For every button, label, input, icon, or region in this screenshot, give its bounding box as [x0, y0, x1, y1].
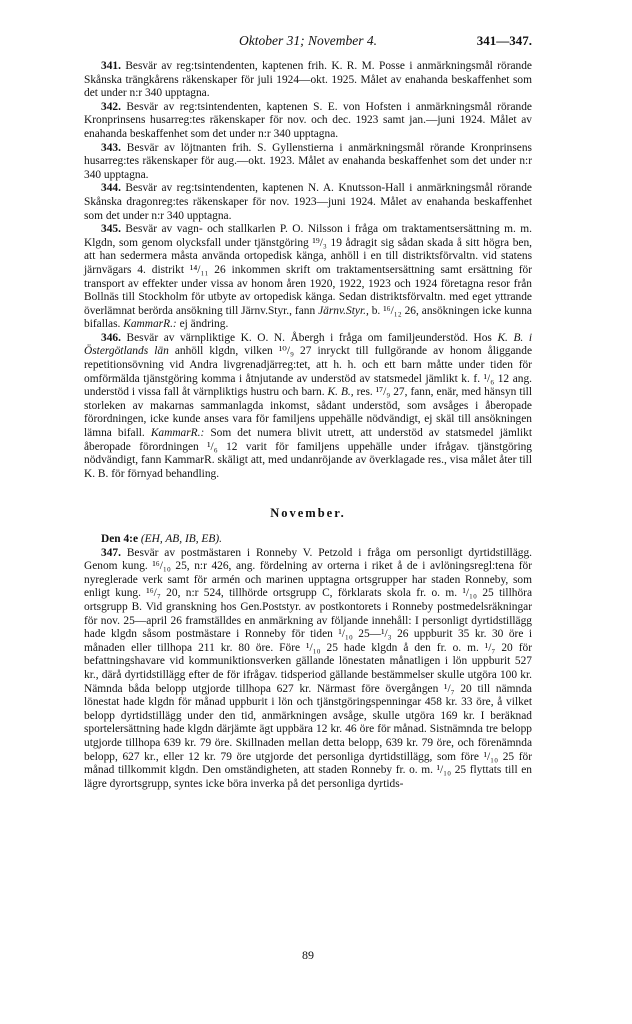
date-heading — [84, 533, 532, 547]
entry-text-end: ej ändring. — [179, 318, 229, 331]
entry-number: 345. — [101, 223, 121, 236]
running-header — [84, 34, 532, 54]
entry-text: Besvär av reg:tsintendenten, kaptenen frih. K. R. M. Posse i anmärkningsmål rörande Skånska trängkårens räkenskaper för juli 1924—okt. 1925. Målet av enahanda beskaffenhet som det under n:r 340 upptagna. — [84, 60, 532, 100]
date-label: Den 4:e — [101, 533, 139, 545]
entry-text-after: res. ¹⁷/₉ 27, fann, enär, med hänsyn till storleken av makarnas sammanlagda inkomst, sådant understöd, som avsåges i åberopade förordningen, icke kunde anses vara för familjens uppehälle nödvändigt, ej skäl till ansökningen lämna bifall. — [84, 386, 532, 440]
entry-number: 343. — [101, 141, 121, 154]
entry-text: Besvär av postmästaren i Ronneby V. Petzold i fråga om personligt dyrtidstillägg. Genom kung. ¹⁶/₁₀ 25, n:r 426, ang. fördelning av orterna i riket å de i avlöningsregl:tena för nyreglerade verk samt för armén och marinen upptagna ortsgrupper har staden Ronneby, som enligt kung. ¹⁶/₇ 20, n:r 524, tillhörde ortsgrupp C, förklarats skola fr. o. m. ¹/₁₀ 25 tillhöra ortsgrupp B. Vid granskning hos Gen.Poststyr. av postkontorets i Ronneby postmedelsräkningar för nov. 25—april 26 framställdes en anmärkning av följande innehåll: I personligt dyrtidstillägg hade klgdn såsom postmästare i Ronneby för tiden ¹/₁₀ 25—¹/₃ 26 uppburit 35 kr. 30 öre i månaden eller tillhopa 211 kr. 80 öre. Före ¹/₁₀ 25 hade klgdn å den fr. o. m. ¹/₇ 20 för befattningshavare vid kommuniktionsverken gällande lönestaten månatligen i lön uppburit 527 kr., därå dyrtidstillägg efter de för ifrågav. tidsperiod gällande bestämmelser skulle utgöra 100 kr. Nämnda båda belopp utgjorde tillhopa 627 kr. Närmast före övergången ¹/₇ 20 till nämnda lönestat hade klgdn för månad uppburit i lön och tjänstgöringspenningar 458 kr. 33 öre, å vilket belopp dyrtidstillägg under den tid, anmärkningen avsåge, skulle utgöra 169 kr. I beräknad sportelersättning hade klgdn därjämte ägt uppbära 12 kr. 46 öre för månad. Sistnämnda tre belopp utgjorde tillhopa 639 kr. 79 öre. Skillnaden mellan detta belopp, 639 kr. 79 öre, och förenämnda belopp, 627 kr., eller 12 kr. 79 öre utgjorde det personliga dyrtidstillägg, som före ¹/₁₀ 25 för månad tillkommit klgdn. Den omständigheten, att staden Ronneby fr. o. m. ¹/₁₀ 25 flyttats till en lägre dyrortsgrupp, syntes icke böra inverka på det personliga dyrtids- — [84, 546, 532, 790]
entry-number: 341. — [101, 60, 121, 72]
entry-italic: KammarR.: — [123, 318, 177, 331]
entry-number: 344. — [101, 182, 121, 195]
entry-italic: K. B., — [327, 386, 354, 399]
page-number: 89 — [302, 948, 314, 962]
entry-text: Besvär av löjtnanten frih. S. Gyllenstierna i anmärkningsmål rörande Kronprinsens husarreg:tes räkenskaper för aug.—okt. 1923. Målet av enahanda beskaffenhet som det under n:r 340 upptagna. — [84, 141, 532, 181]
entry-345 — [84, 223, 532, 332]
entry-341 — [84, 60, 532, 101]
date-members: (EH, AB, IB, EB). — [140, 533, 222, 545]
entry-italic: Järnv.Styr., — [318, 304, 369, 317]
entry-number: 342. — [101, 100, 121, 113]
entry-text-after: b. ¹⁶/₁₂ 26, ansökningen icke kunna bifallas. — [84, 304, 532, 331]
entry-text: Besvär av reg:tsintendenten, kaptenen N. A. Knutsson-Hall i anmärkningsmål rörande Skånska dragonreg:tes räkenskaper för nov. 1923—juni 1924. Målet av enahanda beskaffenhet som det under n:r 340 upptagna. — [84, 182, 532, 222]
section-title: November. — [270, 506, 346, 521]
entry-text: Besvär av vagn- och stallkarlen P. O. Nilsson i fråga om traktamentsersättning m. m. Klgdn, som genom olycksfall under tjänstgöring ¹⁹/₃ 19 ådragit sig sådan skada å sitt högra ben, att han sedermera måsta använda ortopedisk känga, anhöll i en till distriktsförvaltn. vid statens järnvägars 4. distrikt ¹⁴/₁₁ 26 inkommen skrift om traktamentsersättning samt ersättning för transport av effekter under vissa av honom åren 1920, 1922, 1923 och 1924 företagna resor från Bollnäs till Stockholm för utbyte av ortopedisk känga. Sedan distriktsförvaltn. med eget yttrande överlämnat berörda ansökning till Järnv.Styr., fann — [84, 223, 532, 317]
entry-343 — [84, 142, 532, 183]
entry-text: anhöll klgdn, vilken ¹⁰/₉ 27 inryckt till fullgörande av honom åliggande repetitionsövning vid Andra livgrenadjärreg:tet, att h. h. och ett barn måtte under tiden för omförmälda tjänstgöring komma i åtnjutande av understöd av statsmedel jämlikt k. f. ¹/₆ 12 ang. understöd i vissa fall åt värnpliktigs hustru och barn. — [84, 345, 532, 399]
entry-number: 347. — [101, 546, 121, 559]
header-title: Oktober 31; November 4. — [239, 33, 377, 48]
entry-number: 346. — [101, 331, 121, 344]
entry-italic: K. B. i Östergötlands län — [84, 331, 532, 358]
entry-text-end: Som det numera blivit utrett, att understöd av statsmedel jämlikt åberopade förordningen ¹/₆ 12 varit för familjens uppehälle under ifrågav. tjänstgöring nödvändigt, fann KammarR. skäligt att, med undanröjande av överklagade res., visa målet åter till K. B. för förnyad behandling. — [84, 427, 532, 480]
entry-text: Besvär av reg:tsintendenten, kaptenen S. E. von Hofsten i anmärkningsmål rörande Kronprinsens husarreg:tes räkenskaper för nov. och dec. 1923 samt jan.—juni 1924. Målet av enahanda beskaffenhet som det under n:r 340 upptagna. — [84, 100, 532, 140]
entry-347 — [84, 547, 532, 792]
document-page — [84, 33, 532, 962]
entry-342 — [84, 101, 532, 142]
entry-italic: KammarR.: — [150, 427, 205, 440]
entry-346 — [84, 332, 532, 482]
header-page-range: 341—347. — [476, 33, 532, 48]
entry-344 — [84, 182, 532, 223]
entry-text-pre: Besvär av värnpliktige K. O. N. Åbergh i fråga om familjeunderstöd. Hos — [126, 331, 492, 344]
